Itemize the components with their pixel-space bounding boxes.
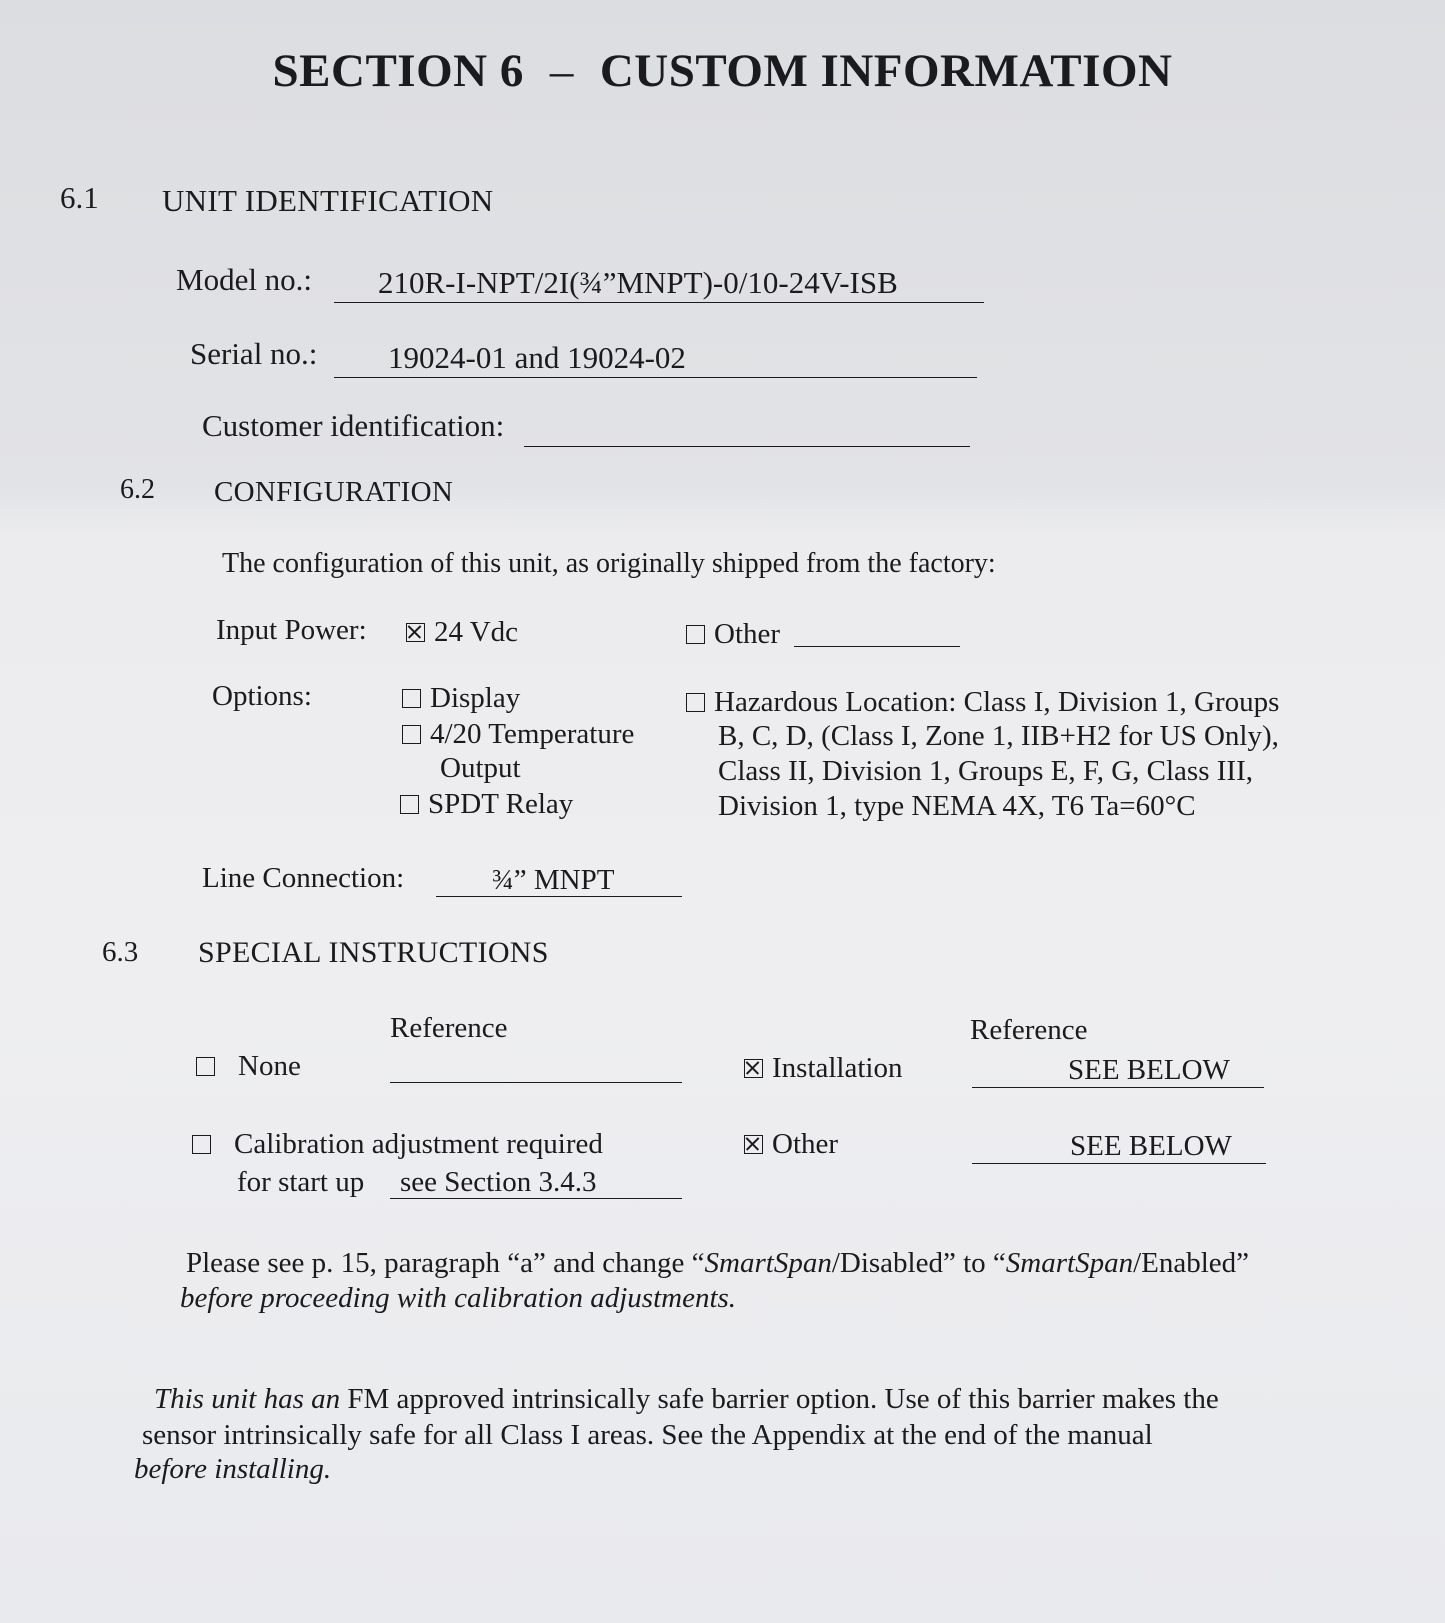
reference-header-left: Reference <box>390 1012 508 1044</box>
option-temperature-label: 4/20 Temperature <box>430 718 635 750</box>
instruction-installation-reference: SEE BELOW <box>1068 1054 1230 1086</box>
option-display <box>402 682 520 715</box>
serial-label: Serial no.: <box>190 336 318 371</box>
checkbox-display[interactable] <box>402 689 421 708</box>
hazardous-location <box>686 686 1279 719</box>
barrier-note-line-1 <box>154 1382 1219 1417</box>
section-number-6-1: 6.1 <box>60 180 99 215</box>
installation-reference-underline <box>972 1087 1264 1088</box>
note-smartspan-2: SmartSpan <box>1005 1247 1134 1279</box>
instruction-other-reference: SEE BELOW <box>1070 1130 1232 1162</box>
line-connection-label: Line Connection: <box>202 862 405 894</box>
line-connection-value: ¾” MNPT <box>492 864 615 896</box>
option-temperature <box>402 718 634 751</box>
instruction-calibration <box>192 1128 603 1161</box>
hazardous-line-4: Division 1, type NEMA 4X, T6 Ta=60°C <box>718 790 1196 822</box>
model-underline <box>334 302 984 303</box>
configuration-intro: The configuration of this unit, as originally shipped from the factory: <box>222 548 996 579</box>
option-display-label: Display <box>430 682 521 714</box>
page-title <box>0 44 1445 98</box>
customer-id-underline <box>524 446 970 447</box>
barrier-note-line-2 <box>142 1418 1153 1453</box>
calibration-note-line-2: before proceeding with calibration adjustments. <box>180 1282 737 1314</box>
instruction-other-label: Other <box>772 1128 839 1160</box>
calibration-reference-underline <box>390 1198 682 1199</box>
section-number-6-3: 6.3 <box>102 936 139 968</box>
instruction-calibration-label: Calibration adjustment required <box>234 1128 603 1160</box>
instruction-none-label: None <box>238 1050 301 1082</box>
input-power-other <box>686 618 780 651</box>
none-reference-underline <box>390 1082 682 1083</box>
checkbox-temperature[interactable] <box>402 725 421 744</box>
power-other-underline <box>794 646 960 647</box>
note-text-c: /Disabled” to “ <box>831 1247 1006 1279</box>
section-label: SECTION 6 <box>272 45 524 97</box>
special-instructions-heading: SPECIAL INSTRUCTIONS <box>198 936 549 969</box>
instruction-installation <box>744 1052 902 1085</box>
checkbox-hazardous[interactable] <box>686 693 705 712</box>
unit-identification-heading: UNIT IDENTIFICATION <box>162 183 494 218</box>
calibration-note-line-1 <box>186 1246 1249 1281</box>
instruction-none <box>196 1050 301 1083</box>
title-dash: – <box>549 45 574 97</box>
barrier-note-a: This unit has an <box>154 1383 348 1415</box>
option-relay <box>400 788 573 821</box>
option-relay-label: SPDT Relay <box>428 788 574 820</box>
customer-id-label: Customer identification: <box>202 408 505 443</box>
checkbox-installation[interactable] <box>744 1059 763 1078</box>
section-title: CUSTOM INFORMATION <box>599 45 1173 97</box>
options-label: Options: <box>212 680 312 712</box>
instruction-calibration-reference: see Section 3.4.3 <box>400 1166 597 1198</box>
instruction-other <box>744 1128 838 1161</box>
input-power-24vdc <box>406 616 518 649</box>
model-label: Model no.: <box>176 262 313 297</box>
input-power-24vdc-label: 24 Vdc <box>434 616 519 648</box>
checkbox-relay[interactable] <box>400 795 419 814</box>
barrier-note-line-3: before installing. <box>134 1453 332 1485</box>
input-power-label: Input Power: <box>216 614 367 646</box>
checkbox-none[interactable] <box>196 1057 215 1076</box>
barrier-note-b: FM approved intrinsically safe barrier option. Use of this barrier makes the <box>347 1383 1219 1415</box>
barrier-note-line-2-text: sensor intrinsically safe for all Class I areas. See the Appendix at the end of the manual <box>142 1419 1153 1451</box>
instruction-calibration-label-2: for start up <box>237 1166 365 1198</box>
note-smartspan-1: SmartSpan <box>704 1247 832 1279</box>
reference-header-right: Reference <box>970 1014 1088 1046</box>
configuration-heading: CONFIGURATION <box>214 476 454 508</box>
hazardous-line-2: B, C, D, (Class I, Zone 1, IIB+H2 for US Only), <box>718 720 1279 752</box>
checkbox-calibration[interactable] <box>192 1135 211 1154</box>
section-number-6-2: 6.2 <box>120 474 155 505</box>
note-text-e: /Enabled” <box>1133 1247 1250 1279</box>
other-reference-underline <box>972 1163 1266 1164</box>
option-temperature-label-2: Output <box>440 752 521 784</box>
serial-underline <box>334 377 977 378</box>
model-value: 210R-I-NPT/2I(¾”MNPT)-0/10-24V-ISB <box>378 265 898 300</box>
hazardous-line-1: Hazardous Location: Class I, Division 1, Groups <box>714 686 1280 718</box>
line-connection-underline <box>436 896 682 897</box>
serial-value: 19024-01 and 19024-02 <box>388 340 686 375</box>
note-text-a: Please see p. 15, paragraph “a” and change “ <box>186 1247 705 1279</box>
checkbox-power-other[interactable] <box>686 625 705 644</box>
instruction-installation-label: Installation <box>772 1052 903 1084</box>
checkbox-instruction-other[interactable] <box>744 1135 763 1154</box>
hazardous-line-3: Class II, Division 1, Groups E, F, G, Class III, <box>718 755 1253 787</box>
input-power-other-label: Other <box>714 618 781 650</box>
checkbox-24vdc[interactable] <box>406 623 425 642</box>
